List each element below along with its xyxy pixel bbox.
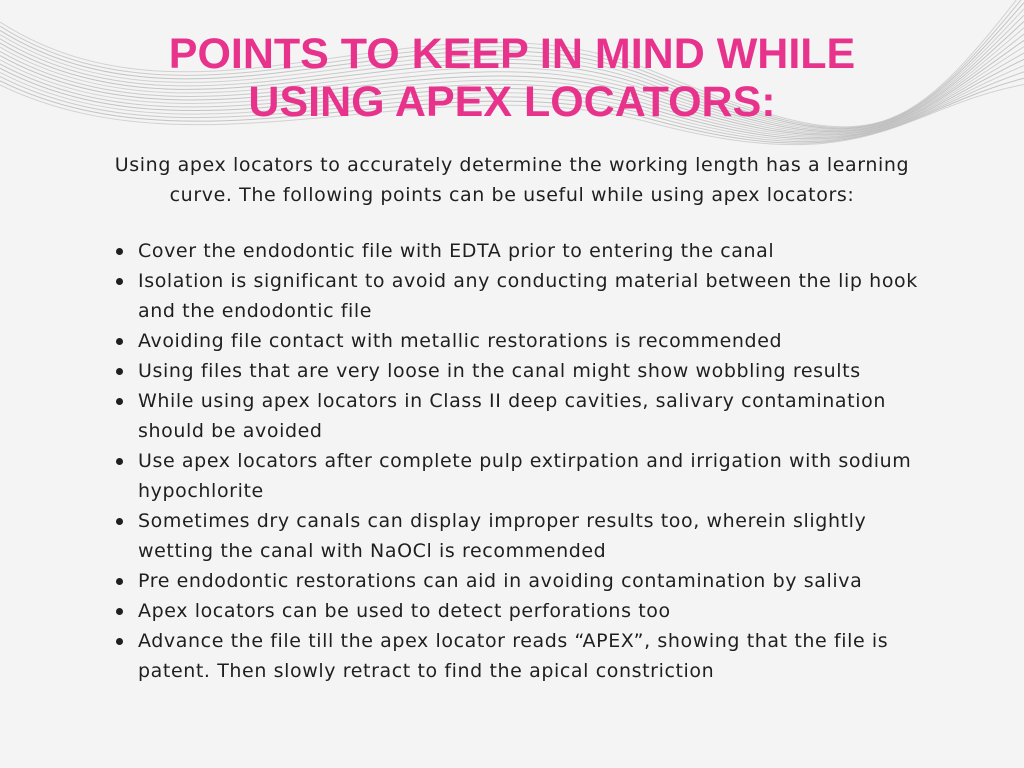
list-item [110, 446, 940, 506]
bullet-icon [116, 368, 123, 375]
title-line-1: POINTS TO KEEP IN MIND WHILE [168, 30, 856, 78]
bullet-icon [116, 248, 123, 255]
list-item [110, 326, 940, 356]
page-title [0, 30, 1024, 126]
bullet-icon [116, 518, 123, 525]
list-item-text: Sometimes dry canals can display improper results too, wherein slightly wetting the canal with NaOCl is recommended [138, 510, 867, 562]
list-item [110, 386, 940, 446]
list-item [110, 266, 940, 326]
bullet-icon [116, 338, 123, 345]
bullet-icon [116, 608, 123, 615]
list-item [110, 596, 940, 626]
list-item-text: Using files that are very loose in the canal might show wobbling results [138, 360, 861, 382]
intro-paragraph: Using apex locators to accurately determine the working length has a learning curve. The following points can be useful while using apex locators: [114, 154, 910, 206]
list-item [110, 626, 940, 686]
points-list [110, 236, 940, 686]
list-item-text: Avoiding file contact with metallic restorations is recommended [138, 330, 783, 352]
list-item-text: While using apex locators in Class II deep cavities, salivary contamination should be avoided [138, 390, 886, 442]
list-item-text: Advance the file till the apex locator reads “APEX”, showing that the file is patent. Then slowly retract to find the apical constriction [138, 630, 889, 682]
list-item [110, 566, 940, 596]
list-item-text: Apex locators can be used to detect perforations too [138, 600, 671, 622]
bullet-icon [116, 458, 123, 465]
list-item [110, 236, 940, 266]
list-item-text: Use apex locators after complete pulp extirpation and irrigation with sodium hypochlorite [138, 450, 912, 502]
list-item-text: Cover the endodontic file with EDTA prior to entering the canal [138, 240, 775, 262]
bullet-icon [116, 398, 123, 405]
list-item-text: Pre endodontic restorations can aid in avoiding contamination by saliva [138, 570, 863, 592]
bullet-icon [116, 578, 123, 585]
bullet-icon [116, 278, 123, 285]
list-item [110, 356, 940, 386]
bullet-icon [116, 638, 123, 645]
title-line-2: USING APEX LOCATORS: [248, 78, 776, 126]
list-item-text: Isolation is significant to avoid any conducting material between the lip hook and the endodontic file [138, 270, 918, 322]
list-item [110, 506, 940, 566]
